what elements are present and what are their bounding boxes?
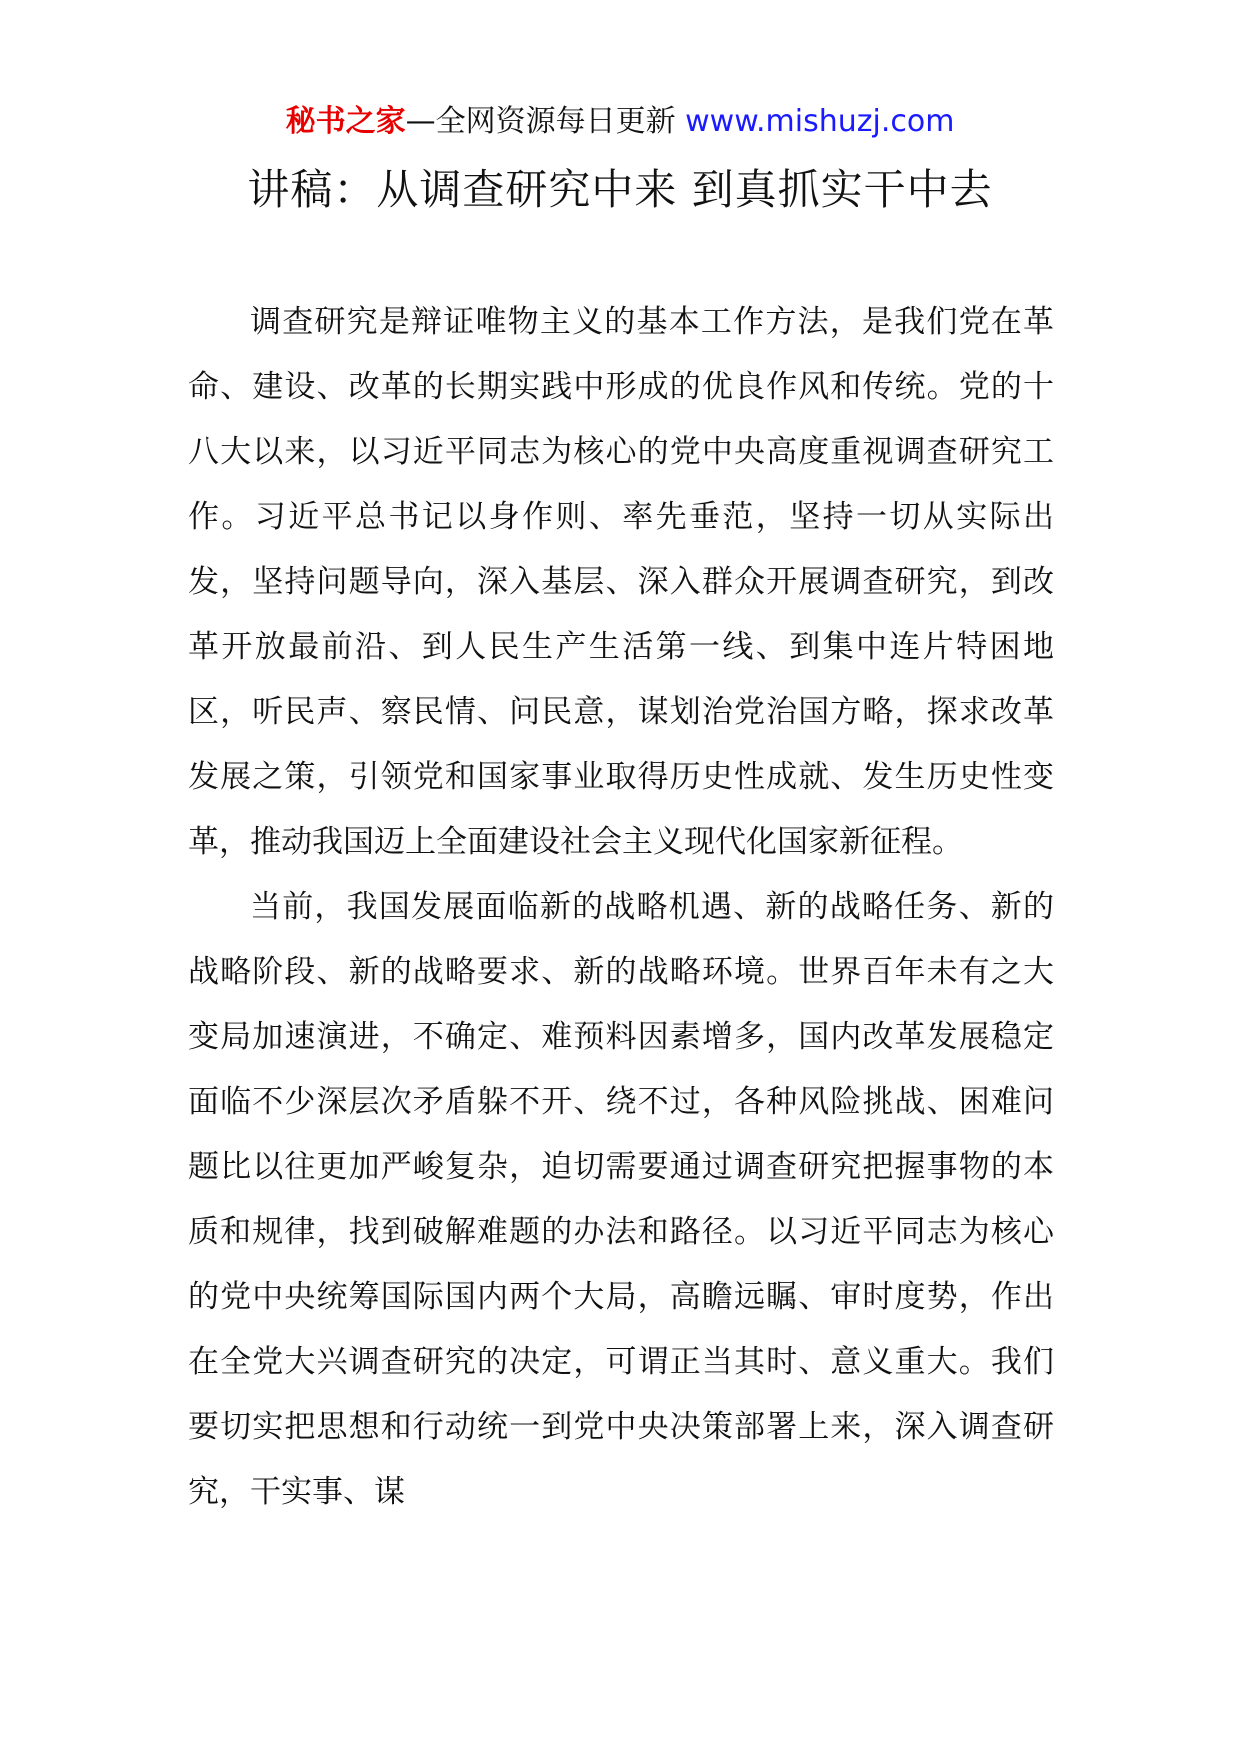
paragraph-1: 调查研究是辩证唯物主义的基本工作方法，是我们党在革命、建设、改革的长期实践中形成的优良作风和传统。党的十八大以来，以习近平同志为核心的党中央高度重视调查研究工作。习近平总书记以身作则、率先垂范，坚持一切从实际出发，坚持问题导向，深入基层、深入群众开展调查研究，到改革开放最前沿、到人民生产生活第一线、到集中连片特困地区，听民声、察民情、问民意，谋划治党治国方略，探求改革发展之策，引领党和国家事业取得历史性成就、发生历史性变革，推动我国迈上全面建设社会主义现代化国家新征程。	[188, 304, 1054, 860]
brand-name: 秘书之家	[285, 104, 406, 139]
document-body	[188, 290, 1054, 1525]
paragraph-2: 当前，我国发展面临新的战略机遇、新的战略任务、新的战略阶段、新的战略要求、新的战略环境。世界百年未有之大变局加速演进，不确定、难预料因素增多，国内改革发展稳定面临不少深层次矛盾躲不开、绕不过，各种风险挑战、困难问题比以往更加严峻复杂，迫切需要通过调查研究把握事物的本质和规律，找到破解难题的办法和路径。以习近平同志为核心的党中央统筹国际国内两个大局，高瞻远瞩、审时度势，作出在全党大兴调查研究的决定，可谓正当其时、意义重大。我们要切实把思想和行动统一到党中央决策部署上来，深入调查研究，干实事、谋	[188, 889, 1054, 1510]
document-title: 讲稿：从调查研究中来 到真抓实干中去	[247, 165, 993, 214]
site-header	[0, 100, 1240, 144]
header-tagline: —全网资源每日更新	[405, 104, 686, 139]
site-url-link[interactable]: www.mishuzj.com	[685, 104, 955, 139]
